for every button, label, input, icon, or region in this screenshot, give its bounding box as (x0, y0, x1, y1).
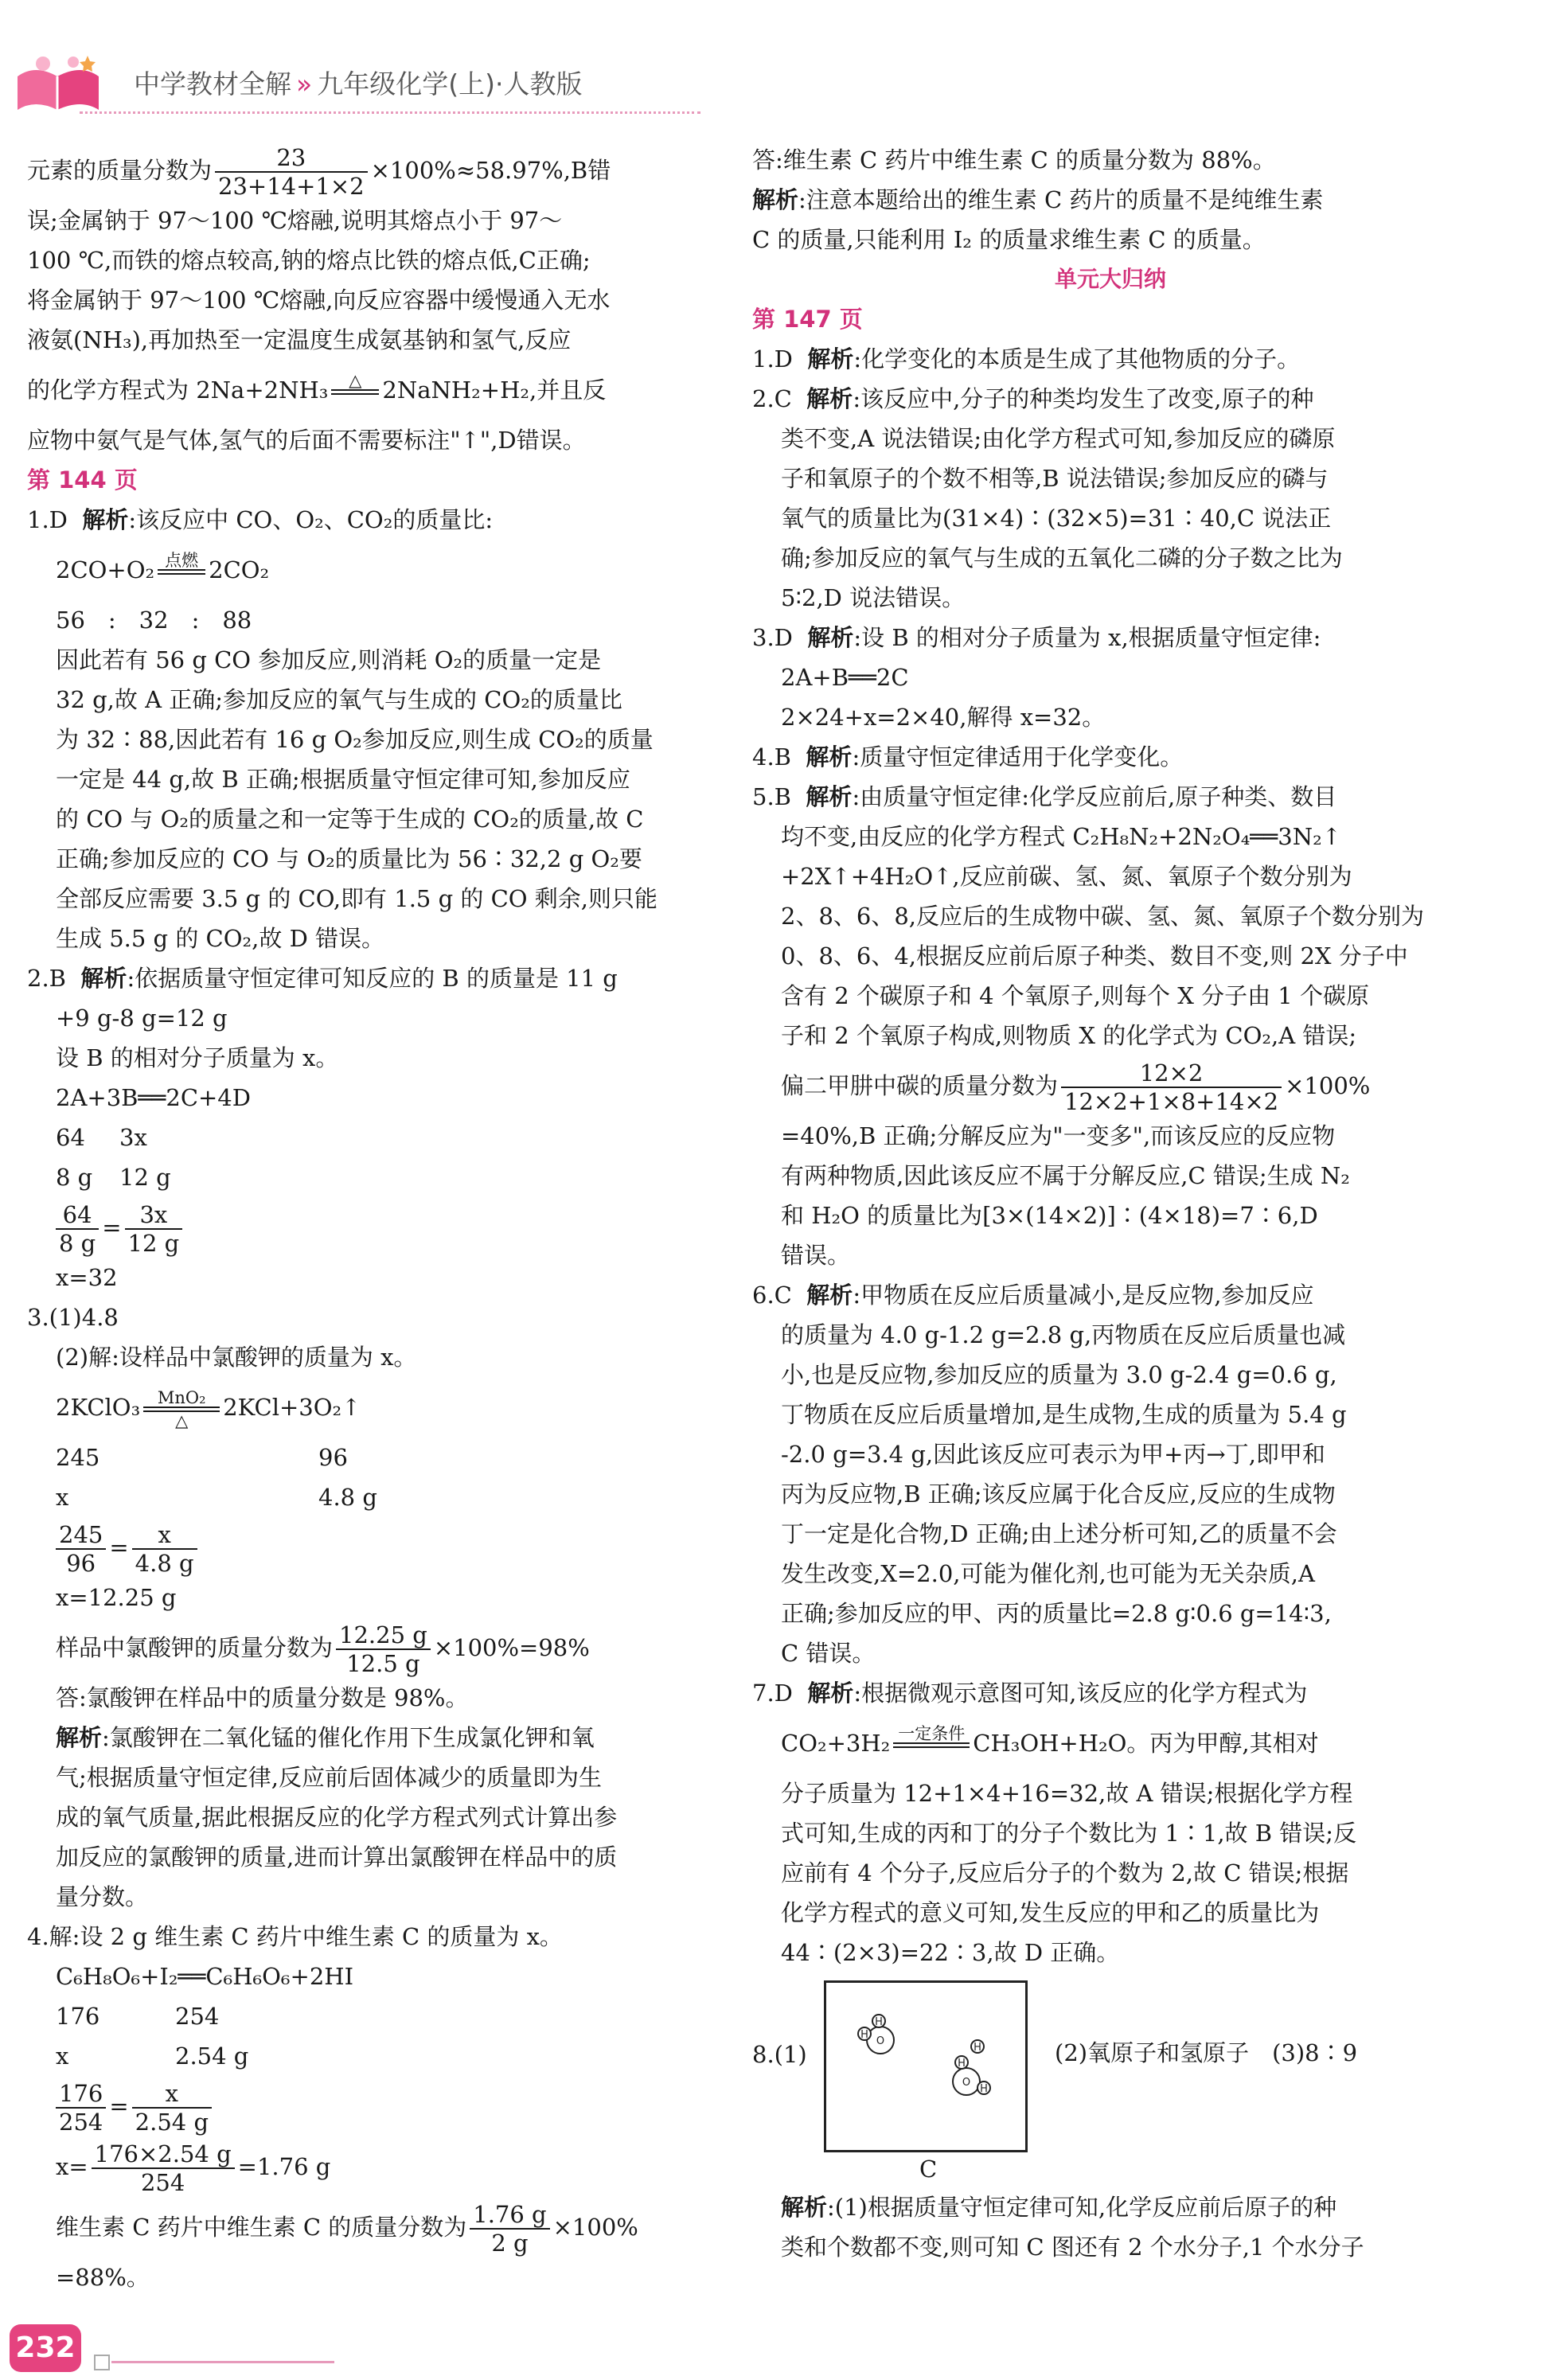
text-line: 量分数。 (56, 1883, 149, 1910)
text-line: (2)解:设样品中氯酸钾的质量为 x。 (56, 1344, 417, 1371)
page-number-badge: 232 (10, 2324, 81, 2372)
header-title (134, 68, 582, 100)
calc-row: 64 3x (56, 1124, 147, 1151)
header-separator: » (296, 68, 313, 99)
text-line: 类和个数都不变,则可知 C 图还有 2 个水分子,1 个水分子 (781, 2234, 1364, 2261)
result-line: x=12.25 g (56, 1584, 177, 1611)
text-line: 5∶2,D 说法错误。 (781, 584, 966, 611)
footer-rule (111, 2361, 334, 2363)
text-line: 0、8、6、4,根据反应前后原子种类、数目不变,则 2X 分子中 (781, 942, 1408, 970)
question-1: 1.D 解析:该反应中 CO、O₂、CO₂的质量比: (27, 506, 494, 533)
text-line: 元素的质量分数为 $\frac{23}{23+14+1\times 2}$ ×100%≈58.97%,B错 (27, 144, 611, 200)
calc-row: x 4.8 g (56, 1484, 377, 1511)
answer-4: 4.B 解析:质量守恒定律适用于化学变化。 (752, 743, 1184, 771)
svg-text:H: H (875, 2016, 883, 2028)
explain-line: 解析:(1)根据质量守恒定律可知,化学反应前后原子的种 (781, 2194, 1337, 2221)
question-4: 4.解:设 2 g 维生素 C 药片中维生素 C 的质量为 x。 (27, 1923, 563, 1950)
text-line: 成的氧气质量,据此根据反应的化学方程式列式计算出参 (56, 1804, 618, 1831)
reaction-arrow: MnO₂ △ (143, 1389, 220, 1430)
text-line: 子和氧原子的个数不相等,B 说法错误;参加反应的磷与 (781, 465, 1329, 492)
text-line: 和 H₂O 的质量比为[3×(14×2)]∶(4×18)=7∶6,D (781, 1202, 1318, 1229)
footer-square-icon (94, 2355, 110, 2370)
text-line: 44∶(2×3)=22∶3,故 D 正确。 (781, 1939, 1120, 1966)
text-line: +2X↑+4H₂O↑,反应前碳、氢、氮、氧原子个数分别为 (781, 863, 1352, 890)
calc-row: x 2.54 g (56, 2043, 249, 2070)
water-molecules-icon (826, 1983, 1025, 2150)
percent-line: 偏二甲肼中碳的质量分数为 $\frac{12\times 2}{12\times 2+1\times 8+14\times 2}$ ×100% (781, 1059, 1371, 1115)
equation-line: 2A+B══2C (781, 664, 909, 691)
answer-5: 5.B 解析:由质量守恒定律:化学反应前后,原子种类、数目 (752, 783, 1337, 810)
text-line: 正确;参加反应的甲、丙的质量比=2.8 g∶0.6 g=14∶3, (781, 1600, 1332, 1627)
text-line: 全部反应需要 3.5 g 的 CO,即有 1.5 g 的 CO 剩余,则只能 (56, 885, 657, 912)
answer-7: 7.D 解析:根据微观示意图可知,该反应的化学方程式为 (752, 1680, 1308, 1707)
calc-row: 176 254 (56, 2003, 220, 2030)
text-line: 含有 2 个碳原子和 4 个氧原子,则每个 X 分子由 1 个碳原 (781, 982, 1369, 1009)
svg-text:O: O (876, 2035, 885, 2047)
proportion-line: $\frac{64}{8 g}$ = $\frac{3x}{12 g}$ (27, 1197, 720, 1258)
answer-8-figure (752, 1972, 1469, 2187)
text-line: 加反应的氯酸钾的质量,进而计算出氯酸钾在样品中的质 (56, 1844, 618, 1871)
equation-line: 2KClO₃ MnO₂ △ 2KCl+3O₂↑ (56, 1387, 361, 1430)
text-line: 将金属钠于 97～100 ℃熔融,向反应容器中缓慢通入无水 (27, 287, 611, 314)
reaction-arrow: △ (331, 372, 379, 412)
text-line: 生成 5.5 g 的 CO₂,故 D 错误。 (56, 925, 385, 952)
figure-caption: C (919, 2156, 938, 2183)
text-line: 确;参加反应的氧气与生成的五氧化二磷的分子数之比为 (781, 544, 1343, 572)
text-line: 误;金属钠于 97～100 ℃熔融,说明其熔点小于 97～ (27, 207, 563, 234)
header-rule (80, 111, 700, 114)
page-header (0, 0, 1553, 119)
explain-line: 解析:氯酸钾在二氧化锰的催化作用下生成氯化钾和氧 (56, 1724, 595, 1751)
percent-line: 样品中氯酸钾的质量分数为 $\frac{12.25 g}{12.5 g}$ ×100%=98% (56, 1621, 590, 1677)
text-line: =88%。 (56, 2264, 150, 2291)
question-3: 3.(1)4.8 (27, 1304, 119, 1331)
text-line: 氧气的质量比为(31×4)∶(32×5)=31∶40,C 说法正 (781, 505, 1332, 532)
equation-line: CO₂+3H₂ 一定条件 CH₃OH+H₂O。丙为甲醇,其相对 (752, 1713, 1469, 1773)
result-line: x= $\frac{176\times 2.54 g}{254}$ =1.76 g (56, 2140, 331, 2196)
page-heading-144: 第 144 页 (27, 466, 138, 494)
text-line: 分子质量为 12+1×4+16=32,故 A 错误;根据化学方程 (781, 1780, 1353, 1807)
molecule-diagram (824, 1980, 1028, 2152)
answer-1: 1.D 解析:化学变化的本质是生成了其他物质的分子。 (752, 345, 1301, 373)
reaction-arrow: 一定条件 (893, 1725, 970, 1765)
svg-text:O: O (962, 2077, 971, 2089)
svg-text:H: H (980, 2083, 988, 2095)
equation-line: 的化学方程式为 2Na+2NH₃ △ 2NaNH₂+H₂,并且反 (27, 360, 720, 420)
text-line: 错误。 (781, 1242, 851, 1269)
section-title: 单元大归纳 (1054, 266, 1166, 292)
text-line: 的质量为 4.0 g-1.2 g=2.8 g,丙物质在反应后质量也减 (781, 1321, 1346, 1348)
answer-8-label: 8.(1) (752, 2041, 807, 2068)
text-line: 2、8、6、8,反应后的生成物中碳、氢、氮、氧原子个数分别为 (781, 903, 1425, 930)
book-name: 九年级化学(上)·人教版 (317, 68, 583, 99)
text-line: 一定是 44 g,故 B 正确;根据质量守恒定律可知,参加反应 (56, 766, 630, 793)
text-line: 液氨(NH₃),再加热至一定温度生成氨基钠和氢气,反应 (27, 326, 572, 353)
svg-text:H: H (860, 2029, 868, 2041)
svg-text:H: H (974, 2042, 981, 2054)
text-line: 因此若有 56 g CO 参加反应,则消耗 O₂的质量一定是 (56, 646, 602, 673)
equation-line: 2A+3B══2C+4D (56, 1084, 252, 1111)
question-2: 2.B 解析:依据质量守恒定律可知反应的 B 的质量是 11 g (27, 965, 618, 992)
text-line: 应物中氨气是气体,氢气的后面不需要标注"↑",D错误。 (27, 427, 586, 454)
text-line: =40%,B 正确;分解反应为"一变多",而该反应的反应物 (781, 1122, 1336, 1149)
result-line: x=32 (56, 1264, 118, 1291)
proportion-line: $\frac{245}{96}$ = $\frac{x}{4.8 g}$ (27, 1517, 720, 1578)
answer-3: 3.D 解析:设 B 的相对分子质量为 x,根据质量守恒定律: (752, 624, 1321, 651)
text-line: 均不变,由反应的化学方程式 C₂H₈N₂+2N₂O₄══3N₂↑ (781, 823, 1341, 850)
answer-line: 答:氯酸钾在样品中的质量分数是 98%。 (56, 1684, 469, 1711)
text-line: 的 CO 与 O₂的质量之和一定等于生成的 CO₂的质量,故 C (56, 806, 644, 833)
ratio-line: 56 : 32 : 88 (56, 607, 252, 634)
fraction: $\frac{23}{23+14+1\times 2}$ (215, 144, 368, 200)
series-name: 中学教材全解 (134, 68, 291, 99)
text-line: -2.0 g=3.4 g,因此该反应可表示为甲+丙→丁,即甲和 (781, 1441, 1325, 1468)
left-column (27, 140, 720, 2297)
text-line: 子和 2 个氧原子构成,则物质 X 的化学式为 CO₂,A 错误; (781, 1022, 1357, 1049)
calc-row: 245 96 (56, 1444, 348, 1471)
text-line: 化学方程式的意义可知,发生反应的甲和乙的质量比为 (781, 1899, 1320, 1926)
right-column (752, 140, 1469, 2267)
text-line: 正确;参加反应的 CO 与 O₂的质量比为 56∶32,2 g O₂要 (56, 845, 642, 872)
text-line: 发生改变,X=2.0,可能为催化剂,也可能为无关杂质,A (781, 1560, 1315, 1587)
text-line: 32 g,故 A 正确;参加反应的氧气与生成的 CO₂的质量比 (56, 686, 622, 713)
text-line: 丁一定是化合物,D 正确;由上述分析可知,乙的质量不会 (781, 1520, 1337, 1547)
text-line: 为 32∶88,因此若有 16 g O₂参加反应,则生成 CO₂的质量 (56, 726, 654, 753)
answer-8-text: (2)氧原子和氢原子 (3)8∶9 (1055, 2039, 1358, 2066)
text-line: 类不变,A 说法错误;由化学方程式可知,参加反应的磷原 (781, 425, 1336, 452)
proportion-line: $\frac{176}{254}$ = $\frac{x}{2.54 g}$ (27, 2076, 720, 2136)
text-line: 小,也是反应物,参加反应的质量为 3.0 g-2.4 g=0.6 g, (781, 1361, 1337, 1388)
equation-line: C₆H₈O₆+I₂══C₆H₆O₆+2HI (56, 1963, 354, 1990)
text-line: 100 ℃,而铁的熔点较高,钠的熔点比铁的熔点低,C正确; (27, 247, 591, 274)
reaction-arrow: 点燃 (158, 552, 205, 592)
text-line: 2×24+x=2×40,解得 x=32。 (781, 704, 1106, 731)
text-line: C 的质量,只能利用 I₂ 的质量求维生素 C 的质量。 (752, 226, 1266, 253)
percent-line: 维生素 C 药片中维生素 C 的质量分数为 $\frac{1.76 g}{2 g}$ ×100% (56, 2201, 638, 2257)
text-line: 气;根据质量守恒定律,反应前后固体减少的质量即为生 (56, 1764, 602, 1791)
equation-line: 2CO+O₂ 点燃 2CO₂ (27, 540, 720, 600)
text-line: C 错误。 (781, 1640, 876, 1667)
text-line: 式可知,生成的丙和丁的分子个数比为 1∶1,故 B 错误;反 (781, 1820, 1357, 1847)
svg-text:H: H (958, 2058, 966, 2070)
text-line: 丙为反应物,B 正确;该反应属于化合反应,反应的生成物 (781, 1481, 1336, 1508)
book-logo-icon (11, 53, 105, 115)
text-line: 丁物质在反应后质量增加,是生成物,生成的质量为 5.4 g (781, 1401, 1347, 1428)
calc-row: 8 g 12 g (56, 1164, 171, 1191)
text-line: 有两种物质,因此该反应不属于分解反应,C 错误;生成 N₂ (781, 1162, 1350, 1189)
text-line: 应前有 4 个分子,反应后分子的个数为 2,故 C 错误;根据 (781, 1859, 1349, 1886)
page-heading-147: 第 147 页 (752, 306, 863, 333)
answer-6: 6.C 解析:甲物质在反应后质量减小,是反应物,参加反应 (752, 1282, 1314, 1309)
answer-2: 2.C 解析:该反应中,分子的种类均发生了改变,原子的种 (752, 385, 1314, 412)
explain-line: 解析:注意本题给出的维生素 C 药片的质量不是纯维生素 (752, 186, 1324, 213)
text-line: +9 g-8 g=12 g (56, 1005, 228, 1032)
text-line: 设 B 的相对分子质量为 x。 (56, 1044, 339, 1071)
answer-line: 答:维生素 C 药片中维生素 C 的质量分数为 88%。 (752, 146, 1276, 174)
